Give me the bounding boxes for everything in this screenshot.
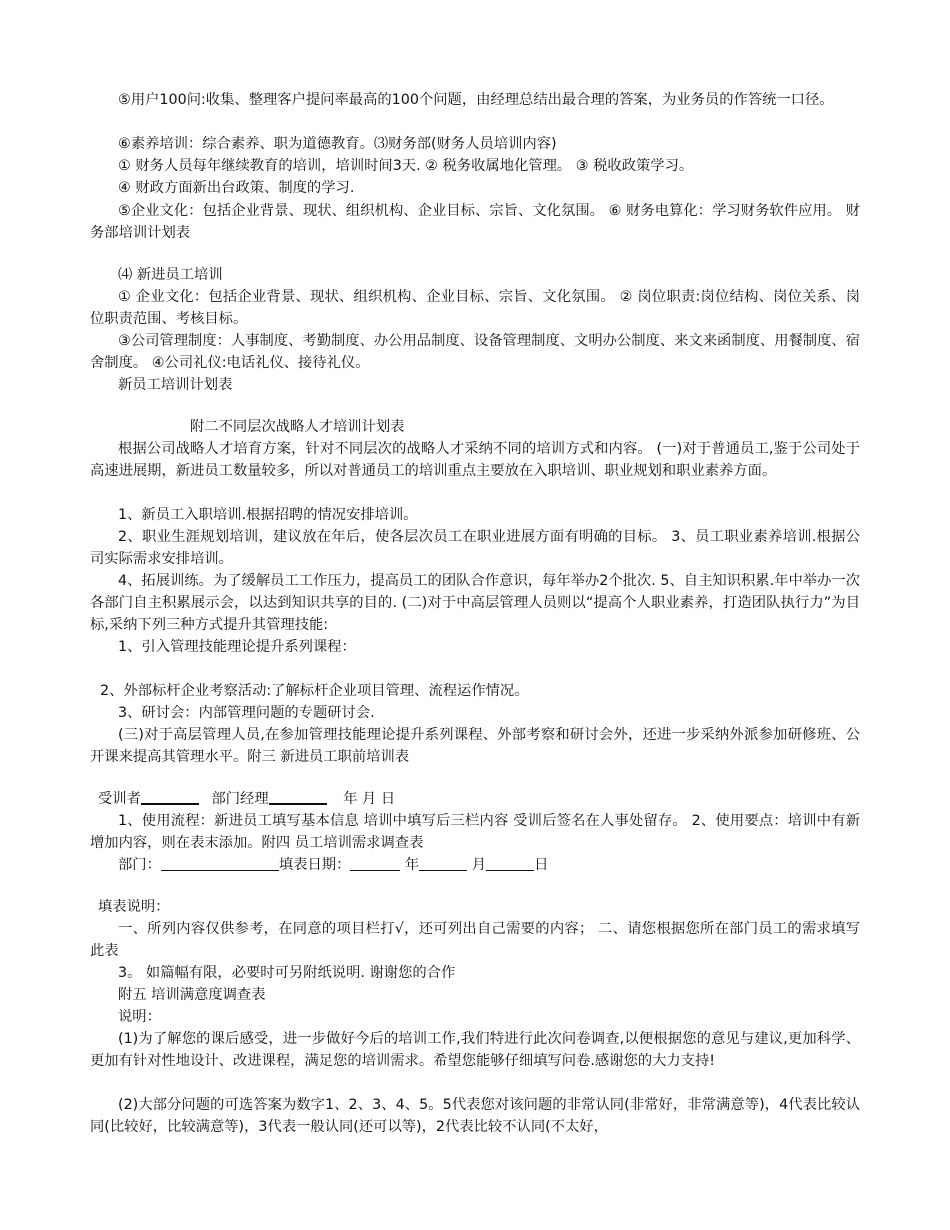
paragraph-finance-items-1: ① 财务人员每年继续教育的培训，培训时间3天. ② 税务收属地化管理。 ③ 税收政策学习。 [118, 158, 694, 174]
note-paragraph-1: (1)为了解您的课后感受，进一步做好今后的培训工作,我们特进行此次问卷调查,以便根据您的意见与建议,更加科学、更加有针对性地设计、改进课程，满足您的培训需求。希望您能够仔细填写问卷.感谢您的大力支持! [90, 1031, 860, 1069]
appendix-5-title: 附五 培训满意度调查表 [118, 987, 266, 1003]
fill-instruction-3: 3。 如篇幅有限，必要时可另附纸说明. 谢谢您的合作 [118, 965, 456, 981]
date-label: 年 月 日 [343, 791, 396, 807]
day-label: 日 [534, 857, 549, 873]
paragraph-item-4-5: 4、拓展训练。为了缓解员工工作压力，提高员工的团队合作意识，每年举办2个批次. 5、自主知识积累.年中举办一次各部门自主积累展示会，以达到知识共享的目的. (二)对于中高层管理人员则以“提高个人职业素养，打造团队执行力”为目标,采纳下列三种方式提升其管理技能: [90, 573, 860, 633]
paragraph-new-employee-1: ① 企业文化：包括企业背景、现状、组织机构、企业目标、宗旨、文化氛围。 ② 岗位职责:岗位结构、岗位关系、岗位职责范围、考核目标。 [90, 289, 860, 327]
paragraph-item-1: 1、新员工入职培训.根据招聘的情况安排培训。 [118, 507, 418, 523]
paragraph-mgmt-2: 2、外部标杆企业考察活动:了解标杆企业项目管理、流程运作情况。 [100, 683, 529, 699]
paragraph-strategy-intro: 根据公司战略人才培育方案，针对不同层次的战略人才采纳不同的培训方式和内容。 (一)对于普通员工,鉴于公司处于高速进展期，新进员工数量较多，所以对普通员工的培训重点主要放在入职培训、职业规划和职业素养方面。 [90, 441, 860, 479]
dept-manager-label: 部门经理 [211, 791, 269, 807]
trainee-label: 受训者 [98, 791, 141, 807]
dept-manager-blank[interactable] [269, 789, 327, 805]
day-blank[interactable] [486, 856, 534, 871]
fill-instruction-1-2: 一、所列内容仅供参考，在同意的项目栏打√，还可列出自己需要的内容； 二、请您根据您所在部门员工的需求填写此表 [90, 921, 860, 959]
appendix-2-title: 附二不同层次战略人才培训计划表 [190, 419, 405, 435]
trainee-signature-row [98, 788, 868, 810]
fill-date-label: 填表日期： [278, 857, 351, 873]
paragraph-usage-flow: 1、使用流程：新进员工填写基本信息 培训中填写后三栏内容 受训后签名在人事处留存。 2、使用要点：培训中有新增加内容，则在表末添加。附四 员工培训需求调查表 [90, 813, 860, 851]
paragraph-item-2-3: 2、职业生涯规划培训，建议放在年后，使各层次员工在职业进展方面有明确的目标。 3、员工职业素养培训.根据公司实际需求安排培训。 [90, 529, 860, 567]
dept-date-row [90, 854, 860, 876]
dept-blank[interactable] [161, 856, 279, 871]
paragraph-quality-training: ⑥素养培训：综合素养、职为道德教育。⑶财务部(财务人员培训内容) [118, 136, 557, 152]
note-paragraph-2: (2)大部分问题的可选答案为数字1、2、3、4、5。5代表您对该问题的非常认同(非常好，非常满意等)，4代表比较认同(比较好，比较满意等)，3代表一般认同(还可以等)，2代表比较不认同(不太好， [90, 1097, 860, 1135]
paragraph-senior-mgmt: (三)对于高层管理人员,在参加管理技能理论提升系列课程、外部考察和研讨会外，还进一步采纳外派参加研修班、公开课来提高其管理水平。附三 新进员工职前培训表 [90, 727, 860, 765]
paragraph-mgmt-3: 3、研讨会：内部管理问题的专题研讨会. [118, 705, 375, 721]
fill-instructions-heading: 填表说明： [98, 899, 170, 915]
month-blank[interactable] [419, 856, 467, 871]
paragraph-user-100-questions: ⑤用户100问:收集、整理客户提问率最高的100个问题，由经理总结出最合理的答案，为业务员的作答统一口径。 [118, 92, 834, 108]
paragraph-mgmt-1: 1、引入管理技能理论提升系列课程： [118, 639, 356, 655]
year-blank[interactable] [350, 856, 400, 871]
dept-label: 部门： [118, 857, 161, 873]
month-label: 月 [471, 857, 487, 873]
paragraph-finance-items-2: ④ 财政方面新出台政策、制度的学习. [118, 180, 355, 196]
paragraph-new-employee-2: ③公司管理制度：人事制度、考勤制度、办公用品制度、设备管理制度、文明办公制度、来文来函制度、用餐制度、宿舍制度。 ④公司礼仪:电话礼仪、接待礼仪。 [90, 333, 860, 371]
year-label: 年 [404, 857, 420, 873]
paragraph-new-employee-plan: 新员工培训计划表 [118, 377, 233, 393]
section-heading-new-employee: ⑷ 新进员工培训 [118, 267, 223, 283]
note-heading: 说明： [118, 1009, 161, 1025]
trainee-blank[interactable] [141, 789, 199, 805]
paragraph-finance-items-3: ⑤企业文化：包括企业背景、现状、组织机构、企业目标、宗旨、文化氛围。 ⑥ 财务电算化：学习财务软件应用。 财务部培训计划表 [90, 203, 860, 241]
